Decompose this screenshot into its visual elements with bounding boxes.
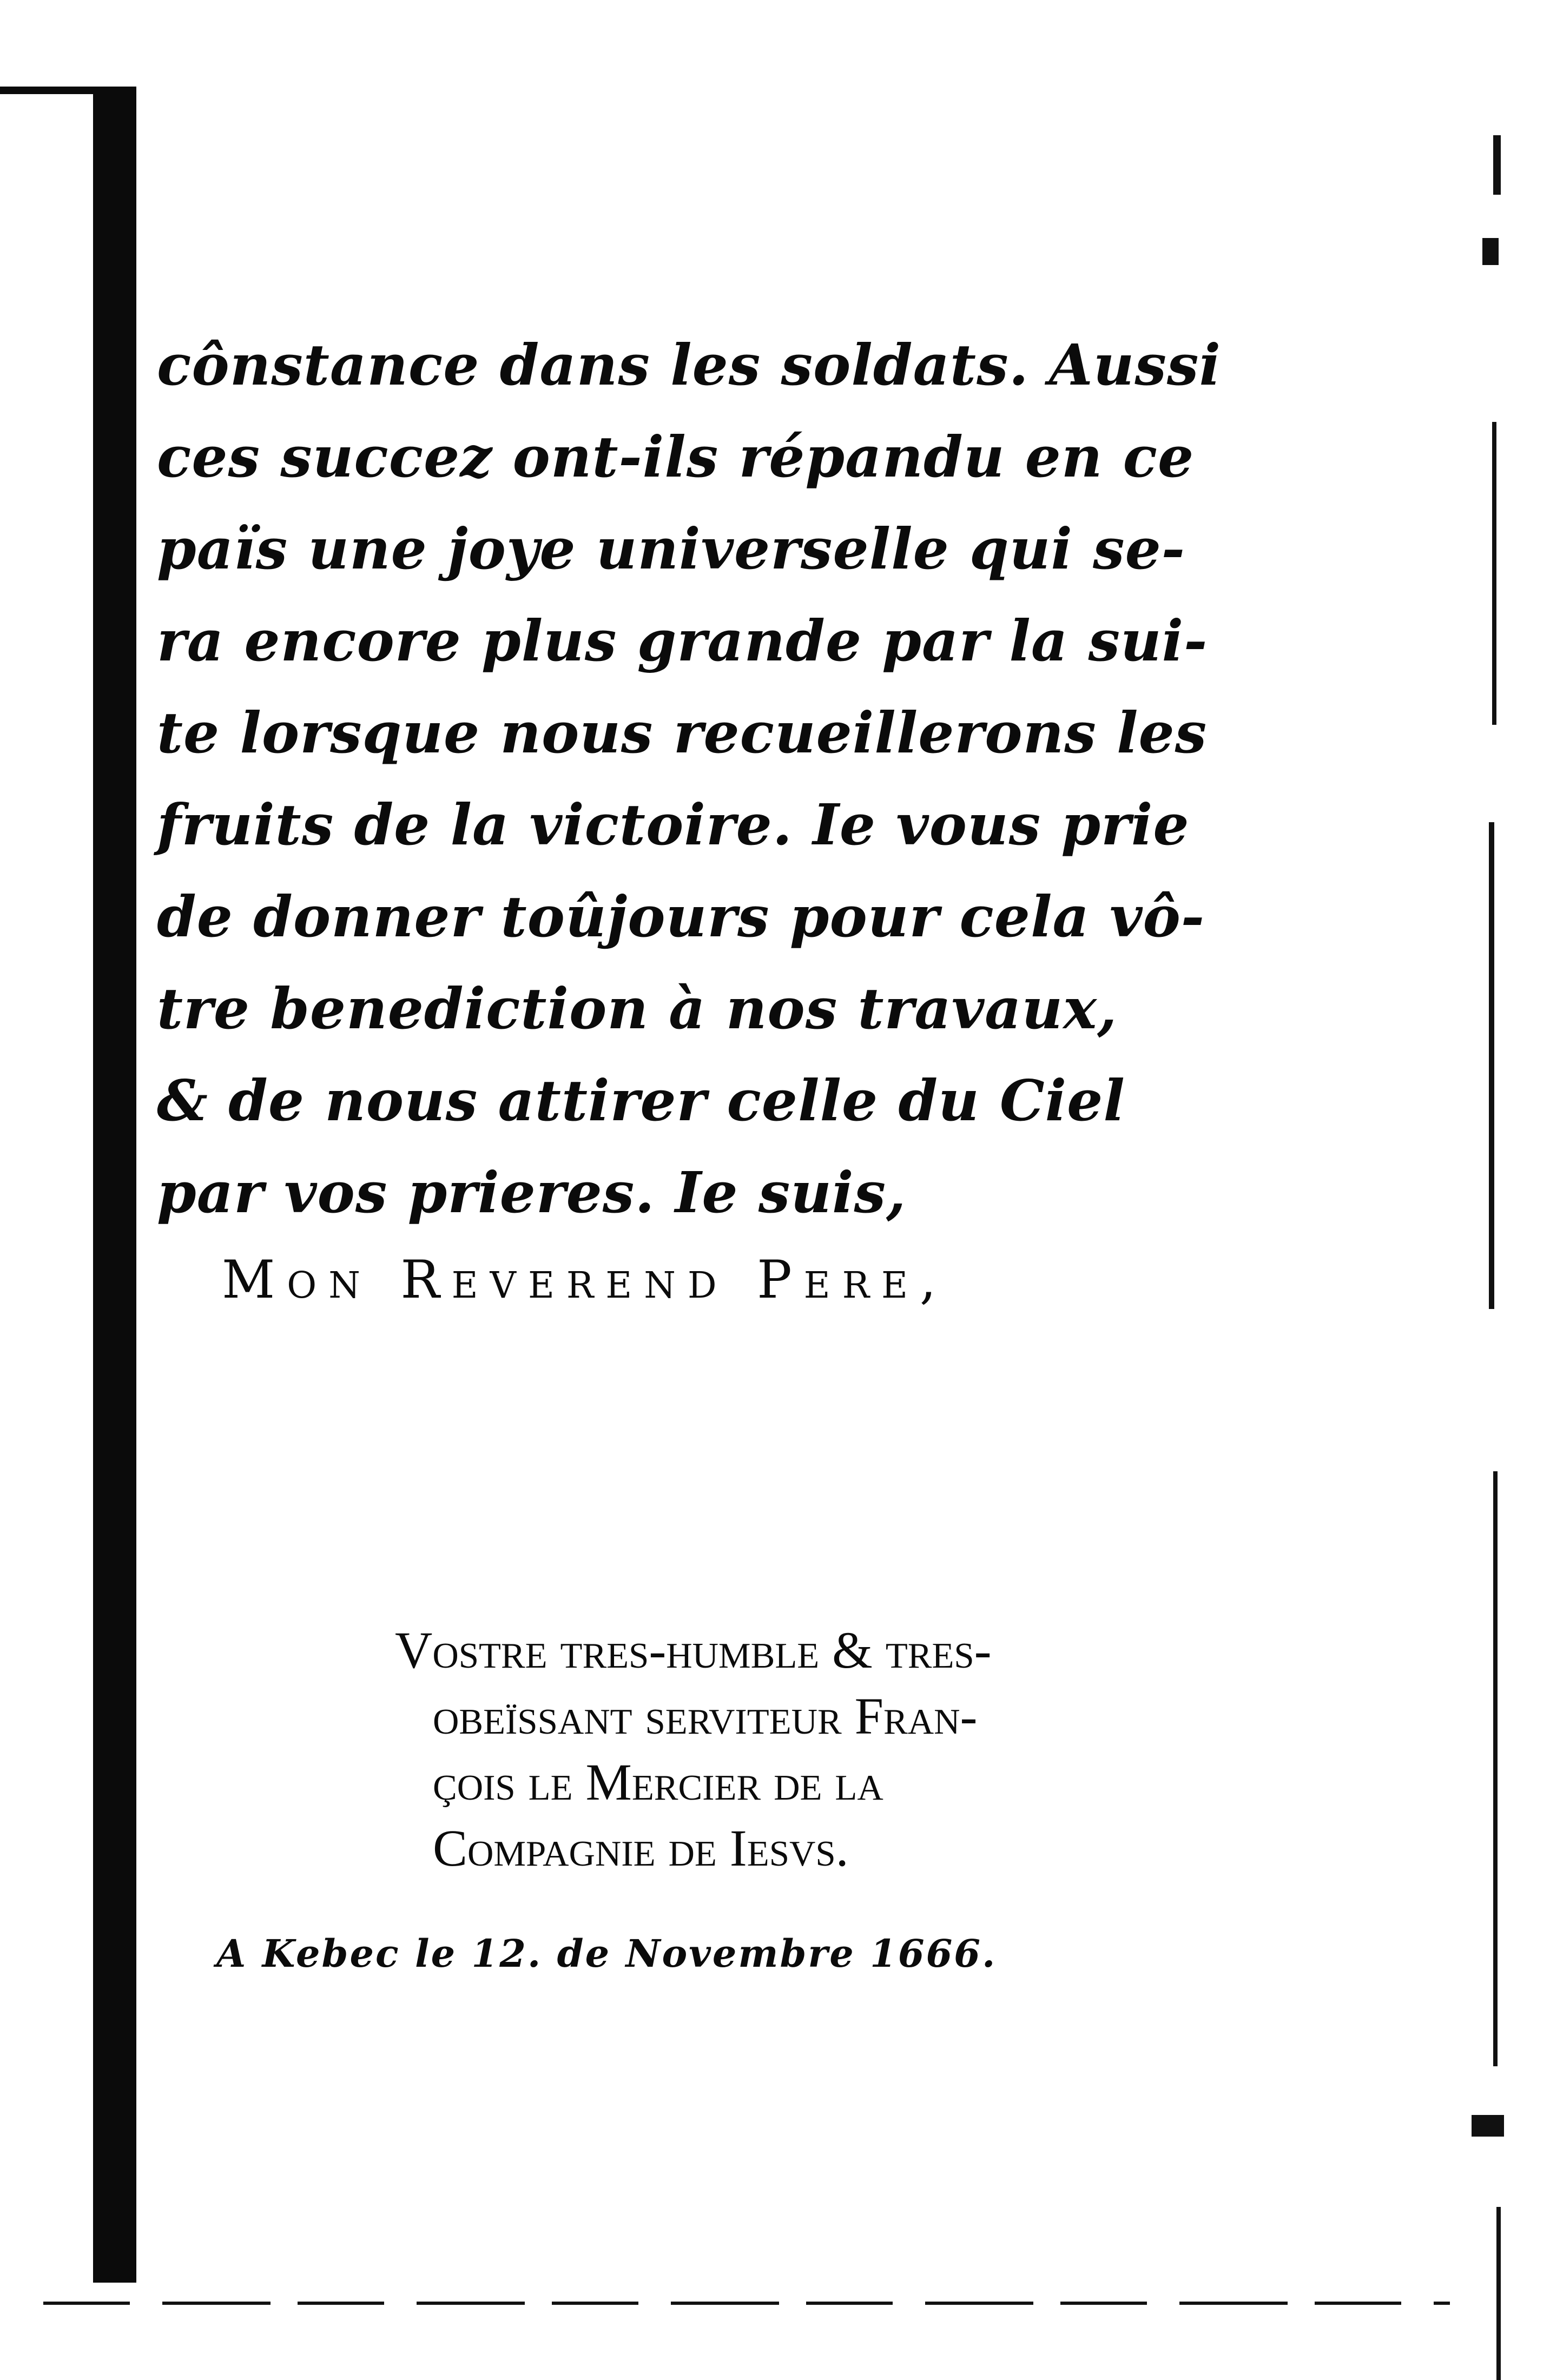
signature-line: Vostre tres-humble & tres- — [395, 1621, 992, 1679]
body-line: ces succez ont-ils répandu en ce — [157, 424, 1195, 490]
letter-body — [157, 319, 1221, 1239]
page-edge-right — [1461, 87, 1526, 2304]
body-line: cônstance dans les soldats. Aussi — [157, 332, 1221, 398]
signature-line: obeïssant serviteur Fran- — [433, 1687, 978, 1745]
body-line: ra encore plus grande par la sui- — [157, 607, 1208, 674]
signature-block — [395, 1617, 1071, 1881]
body-line: fruits de la victoire. Ie vous prie — [157, 791, 1190, 858]
body-line: de donner toûjours pour cela vô- — [157, 883, 1205, 950]
body-line: & de nous attirer celle du Ciel — [157, 1067, 1125, 1134]
body-line: te lorsque nous recueillerons les — [157, 699, 1208, 766]
signature-line: Compagnie de Iesvs. — [433, 1819, 849, 1877]
body-line: païs une joye universelle qui se- — [157, 515, 1185, 582]
body-line: tre benediction à nos travaux, — [157, 975, 1118, 1042]
body-line: par vos prieres. Ie suis, — [157, 1159, 907, 1226]
dateline: A Kebec le 12. de Novembre 1666. — [216, 1931, 997, 1976]
bottom-rule — [43, 2302, 1450, 2305]
binding-edge — [93, 87, 136, 2283]
signature-line: çois le Mercier de la — [433, 1753, 883, 1811]
salutation: Mon Reverend Pere, — [222, 1250, 948, 1310]
